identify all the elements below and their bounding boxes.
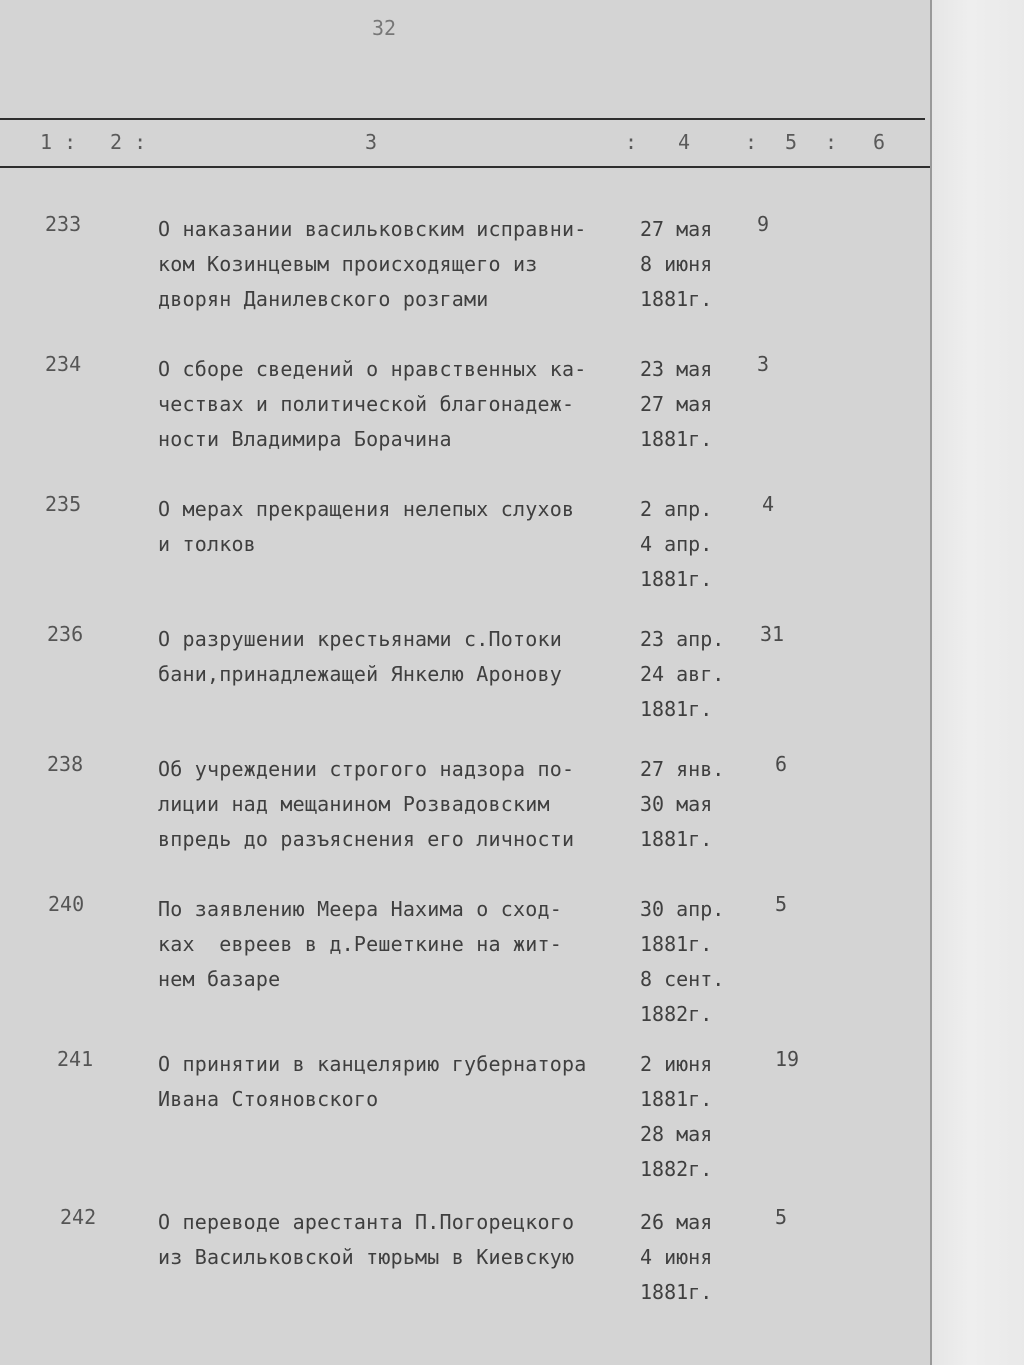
entry-number: 241 [57, 1047, 94, 1071]
date-line: 23 апр. [640, 627, 725, 651]
date-line: 26 мая [640, 1210, 713, 1234]
date-line: 8 июня [640, 252, 713, 276]
column-header: : [745, 130, 758, 154]
description-line: лиции над мещанином Розвадовским [158, 792, 550, 816]
description-line: впредь до разъяснения его личности [158, 827, 575, 851]
entry-sheet-count: 4 [762, 492, 775, 516]
column-header: 1 : [40, 130, 77, 154]
entry-description [158, 892, 562, 997]
header-rule-bottom [0, 166, 930, 168]
description-line: О наказании васильковским исправни- [158, 217, 587, 241]
entry-sheet-count: 5 [775, 1205, 788, 1229]
entry-number: 240 [48, 892, 85, 916]
entry-dates [640, 1205, 712, 1310]
description-line: О принятии в канцелярию губернатора [158, 1052, 587, 1076]
entry-sheet-count: 5 [775, 892, 788, 916]
column-header: 2 : [110, 130, 147, 154]
date-line: 23 мая [640, 357, 713, 381]
entry-dates [640, 1047, 712, 1187]
description-line: По заявлению Меера Нахима о сход- [158, 897, 562, 921]
description-line: ности Владимира Борачина [158, 427, 452, 451]
description-line: дворян Данилевского розгами [158, 287, 489, 311]
description-line: О переводе арестанта П.Погорецкого [158, 1210, 575, 1234]
date-line: 1881г. [640, 1087, 713, 1111]
description-line: из Васильковской тюрьмы в Киевскую [158, 1245, 575, 1269]
column-header: : [825, 130, 838, 154]
page-edge [930, 0, 1024, 1365]
column-header: : [625, 130, 638, 154]
entry-sheet-count: 19 [775, 1047, 800, 1071]
description-line: Ивана Стояновского [158, 1087, 379, 1111]
description-line: ком Козинцевым происходящего из [158, 252, 538, 276]
date-line: 1881г. [640, 697, 713, 721]
description-line: О разрушении крестьянами с.Потоки [158, 627, 562, 651]
entry-sheet-count: 6 [775, 752, 788, 776]
entry-sheet-count: 9 [757, 212, 770, 236]
entry-number: 235 [45, 492, 82, 516]
description-line: О мерах прекращения нелепых слухов [158, 497, 575, 521]
date-line: 1882г. [640, 1157, 713, 1181]
date-line: 1881г. [640, 1280, 713, 1304]
description-line: О сборе сведений о нравственных ка- [158, 357, 587, 381]
date-line: 1881г. [640, 427, 713, 451]
entry-sheet-count: 31 [760, 622, 785, 646]
date-line: 1882г. [640, 1002, 713, 1026]
entry-dates [640, 622, 724, 727]
description-line: нем базаре [158, 967, 281, 991]
entry-description [158, 1047, 586, 1117]
entry-number: 238 [47, 752, 84, 776]
date-line: 28 мая [640, 1122, 713, 1146]
date-line: 30 апр. [640, 897, 725, 921]
entry-dates [640, 752, 724, 857]
date-line: 27 мая [640, 217, 713, 241]
entry-dates [640, 892, 724, 1032]
date-line: 27 мая [640, 392, 713, 416]
entry-number: 242 [60, 1205, 97, 1229]
date-line: 4 июня [640, 1245, 713, 1269]
date-line: 27 янв. [640, 757, 725, 781]
page-number: 32 [372, 16, 397, 40]
entry-number: 233 [45, 212, 82, 236]
entry-description [158, 492, 574, 562]
date-line: 30 мая [640, 792, 713, 816]
date-line: 1881г. [640, 567, 713, 591]
description-line: Об учреждении строгого надзора по- [158, 757, 575, 781]
column-header: 3 [365, 130, 378, 154]
entry-number: 236 [47, 622, 84, 646]
entry-sheet-count: 3 [757, 352, 770, 376]
date-line: 1881г. [640, 287, 713, 311]
column-header: 6 [873, 130, 886, 154]
description-line: ках евреев в д.Решеткине на жит- [158, 932, 562, 956]
date-line: 1881г. [640, 932, 713, 956]
description-line: и толков [158, 532, 256, 556]
description-line: бани,принадлежащей Янкелю Аронову [158, 662, 562, 686]
entry-dates [640, 352, 712, 457]
entry-description [158, 352, 586, 457]
entry-dates [640, 212, 712, 317]
entry-description [158, 752, 574, 857]
entry-description [158, 1205, 574, 1275]
date-line: 4 апр. [640, 532, 713, 556]
description-line: чествах и политической благонадеж- [158, 392, 575, 416]
header-rule-top [0, 118, 925, 120]
column-header: 4 [678, 130, 691, 154]
date-line: 2 июня [640, 1052, 713, 1076]
date-line: 1881г. [640, 827, 713, 851]
date-line: 2 апр. [640, 497, 713, 521]
column-header: 5 [785, 130, 798, 154]
entry-dates [640, 492, 712, 597]
date-line: 8 сент. [640, 967, 725, 991]
entry-number: 234 [45, 352, 82, 376]
date-line: 24 авг. [640, 662, 725, 686]
entry-description [158, 212, 586, 317]
entry-description [158, 622, 562, 692]
